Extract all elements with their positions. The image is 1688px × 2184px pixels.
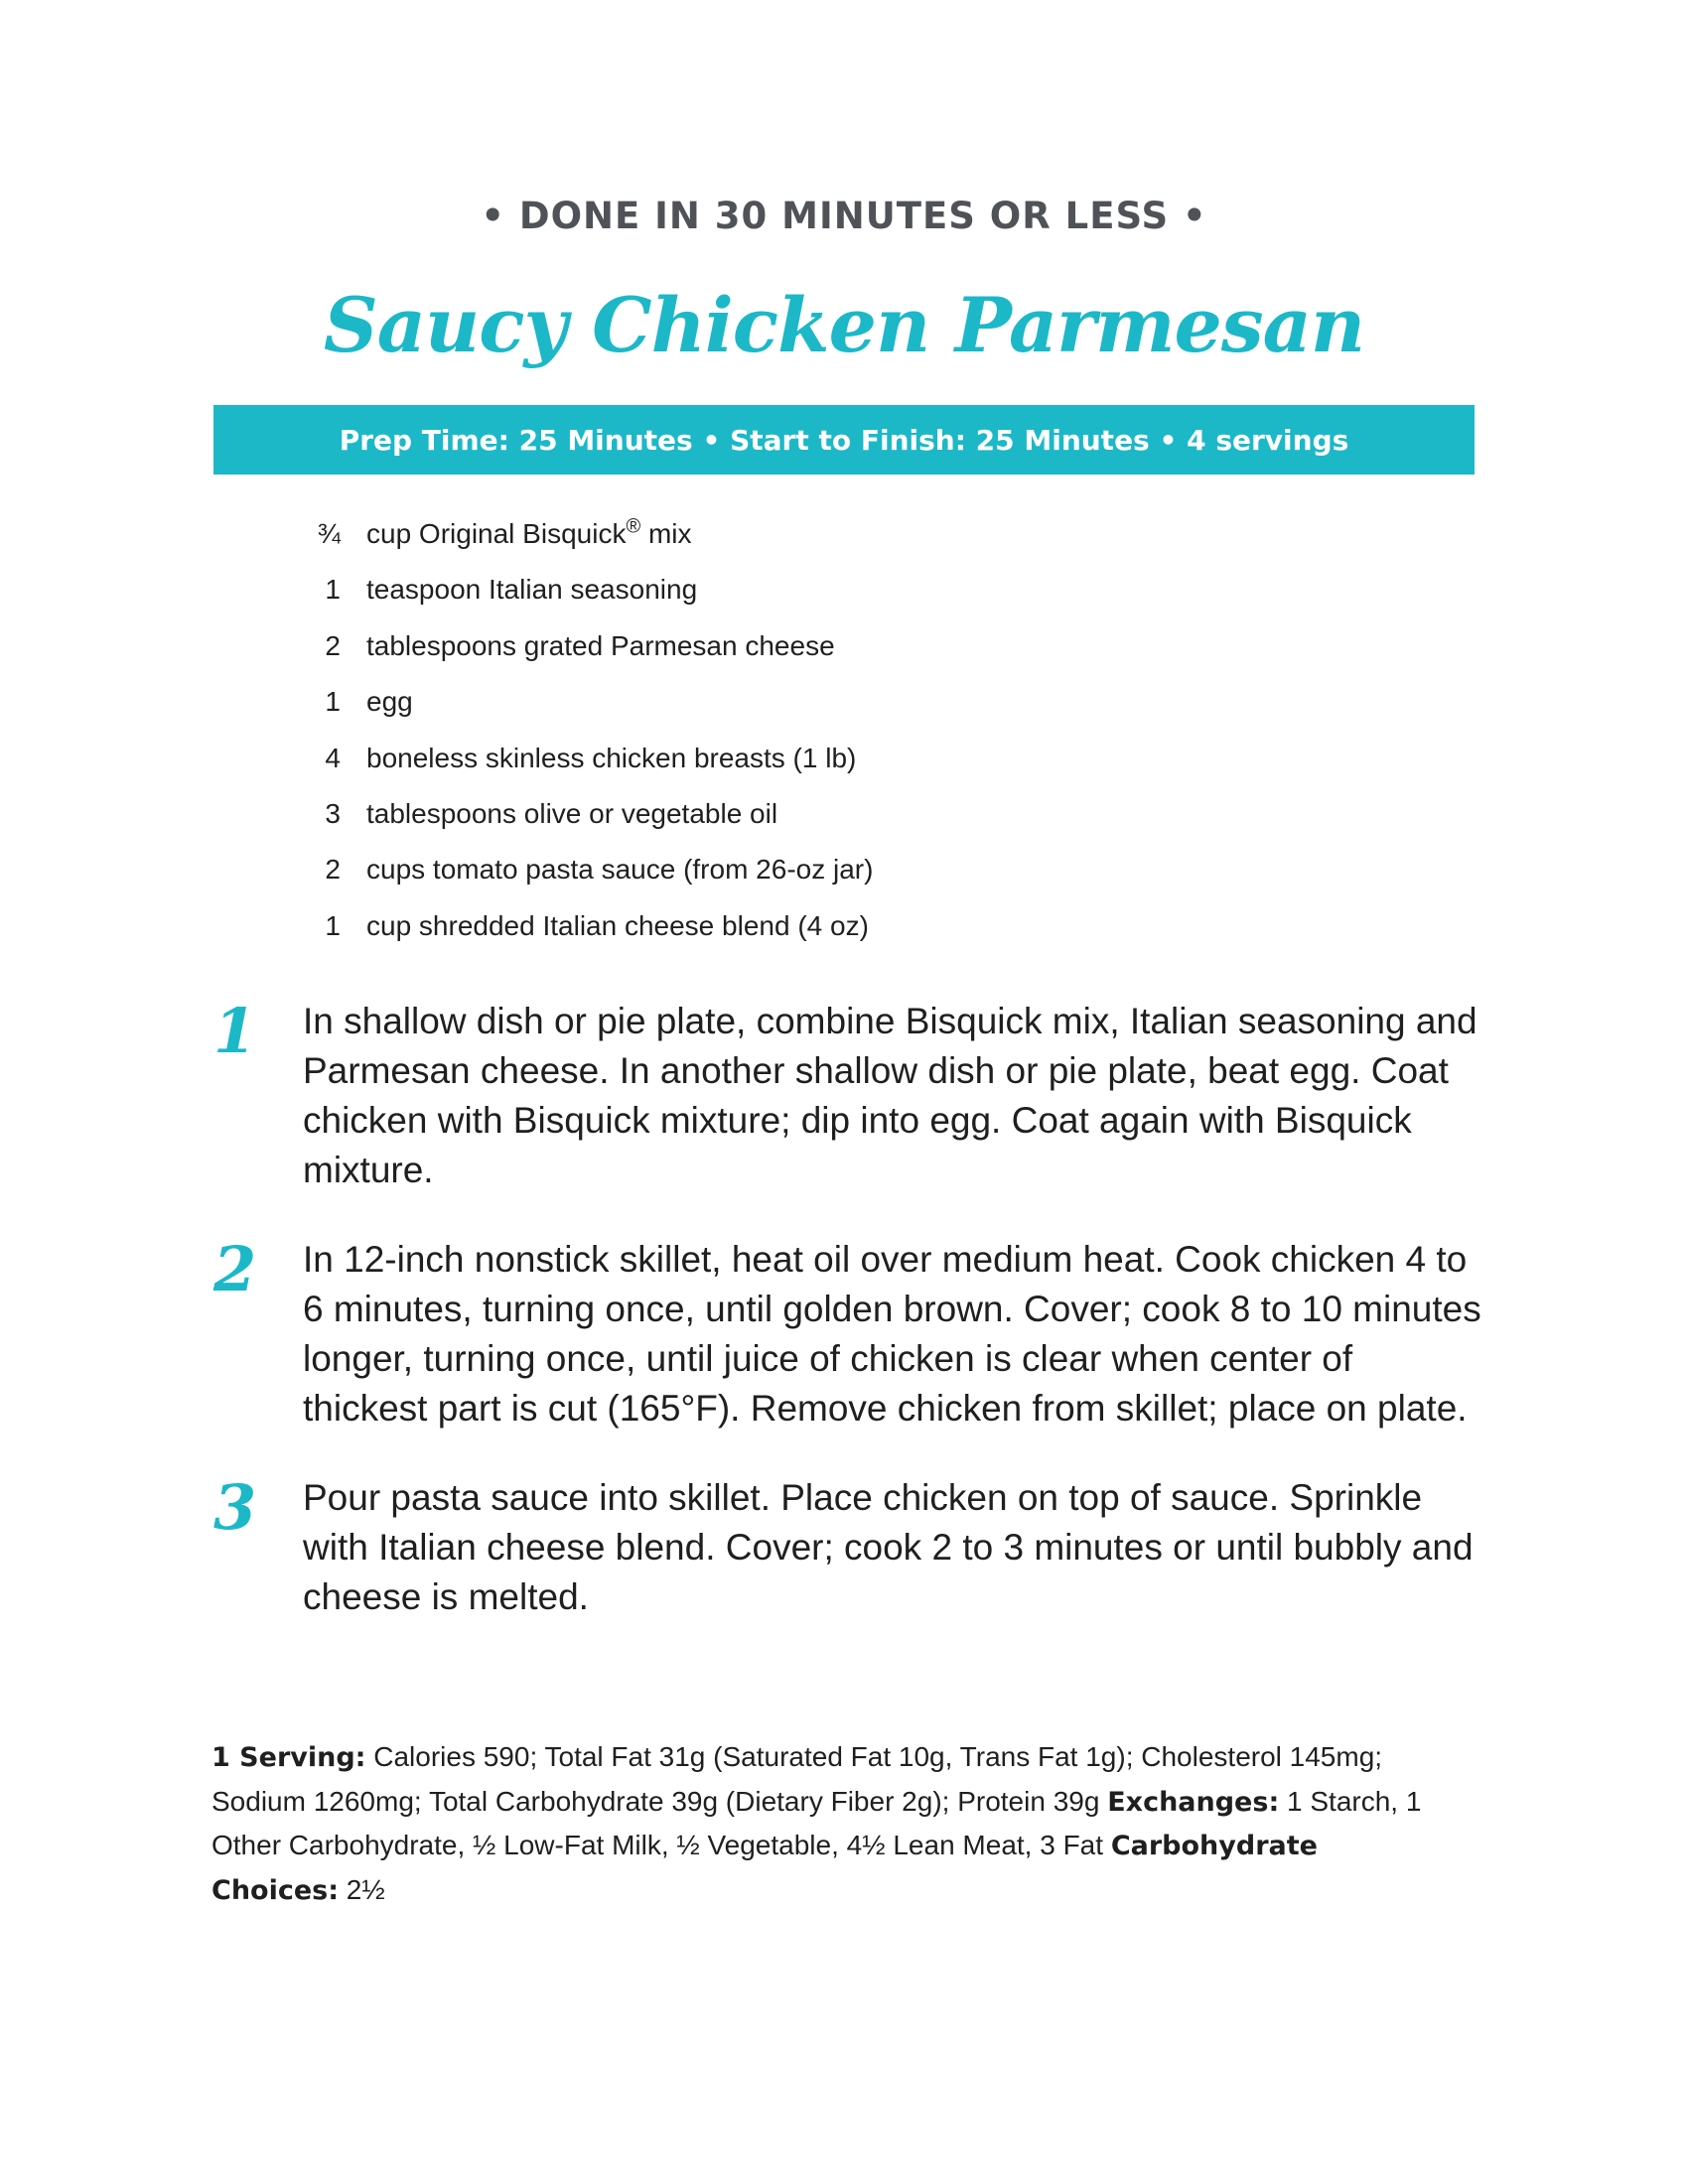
exchanges-text: 1 Starch, 1 Other Carbohydrate, ½ Low-Fat Milk, ½ Vegetable, 4½ Lean Meat, 3 Fat [211, 1785, 1422, 1860]
ingredient-text-main: cup Original Bisquick [366, 518, 627, 549]
ingredient-text: tablespoons grated Parmesan cheese [366, 629, 835, 661]
step-number: 2 [213, 1233, 257, 1305]
ingredient-item [303, 574, 1395, 629]
step-text: Pour pasta sauce into skillet. Place chicken on top of sauce. Sprinkle with Italian cheese blend. Cover; cook 2 to 3 minutes or until bubbly and cheese is melted. [303, 1477, 1474, 1617]
step-text: In shallow dish or pie plate, combine Bisquick mix, Italian seasoning and Parmesan cheese. In another shallow dish or pie plate, beat egg. Coat chicken with Bisquick mixture; dip into egg. Coat again with Bisquick mixture. [303, 1001, 1477, 1190]
step-item [213, 1473, 1484, 1622]
ingredient-item [303, 515, 1395, 574]
recipe-meta-bar [213, 405, 1475, 475]
ingredient-item [303, 686, 1395, 742]
step-item [213, 1235, 1484, 1433]
ingredient-quantity: 1 [325, 909, 341, 941]
recipe-title: Saucy Chicken Parmesan [323, 281, 1365, 369]
exchanges-label: Exchanges: [1107, 1786, 1280, 1818]
step-text: In 12-inch nonstick skillet, heat oil over medium heat. Cook chicken 4 to 6 minutes, turning once, until golden brown. Cover; cook 8 to 10 minutes longer, turning once, until juice of chicken is clear when center of thickest part is cut (165°F). Remove chicken from skillet; place on plate. [303, 1239, 1481, 1429]
ingredient-item [303, 798, 1395, 854]
ingredient-quantity: 2 [325, 854, 341, 886]
ingredient-text-after: mix [640, 518, 692, 549]
serving-label: 1 Serving: [211, 1742, 366, 1773]
serving-text: Calories 590; Total Fat 31g (Saturated Fat 10g, Trans Fat 1g); Cholesterol 145mg; Sodium 1260mg; Total Carbohydrate 39g (Dietary Fiber 2g); Protein 39g [211, 1741, 1383, 1817]
ingredient-quantity: 2 [325, 629, 341, 661]
ingredient-quantity: 1 [325, 686, 341, 718]
ingredient-item [303, 743, 1395, 798]
carb-choices-label: Carbohydrate Choices: [211, 1831, 1318, 1906]
ingredient-quantity: 4 [325, 742, 341, 773]
step-list [213, 997, 1484, 1662]
registered-mark: ® [626, 515, 641, 538]
recipe-kicker: • DONE IN 30 MINUTES OR LESS • [481, 195, 1207, 237]
ingredient-quantity: 1 [325, 574, 341, 606]
ingredient-list [303, 515, 1395, 966]
carb-choices-text: 2½ [339, 1873, 385, 1905]
ingredient-quantity: ¾ [317, 518, 341, 549]
step-number: 3 [213, 1471, 257, 1544]
ingredient-text: cup shredded Italian cheese blend (4 oz) [366, 909, 869, 941]
ingredient-text: cups tomato pasta sauce (from 26-oz jar) [366, 854, 874, 886]
ingredient-quantity: 3 [325, 797, 341, 829]
step-number: 1 [213, 995, 257, 1067]
ingredient-text: boneless skinless chicken breasts (1 lb) [366, 742, 857, 773]
ingredient-text: egg [366, 686, 413, 718]
ingredient-item [303, 910, 1395, 966]
ingredient-text [366, 515, 692, 550]
recipe-meta-text: Prep Time: 25 Minutes • Start to Finish: 25 Minutes • 4 servings [339, 423, 1349, 457]
ingredient-item [303, 630, 1395, 686]
ingredient-item [303, 854, 1395, 909]
nutrition-info [211, 1735, 1433, 1912]
step-item [213, 997, 1484, 1195]
ingredient-text: teaspoon Italian seasoning [366, 574, 698, 606]
ingredient-text: tablespoons olive or vegetable oil [366, 797, 778, 829]
